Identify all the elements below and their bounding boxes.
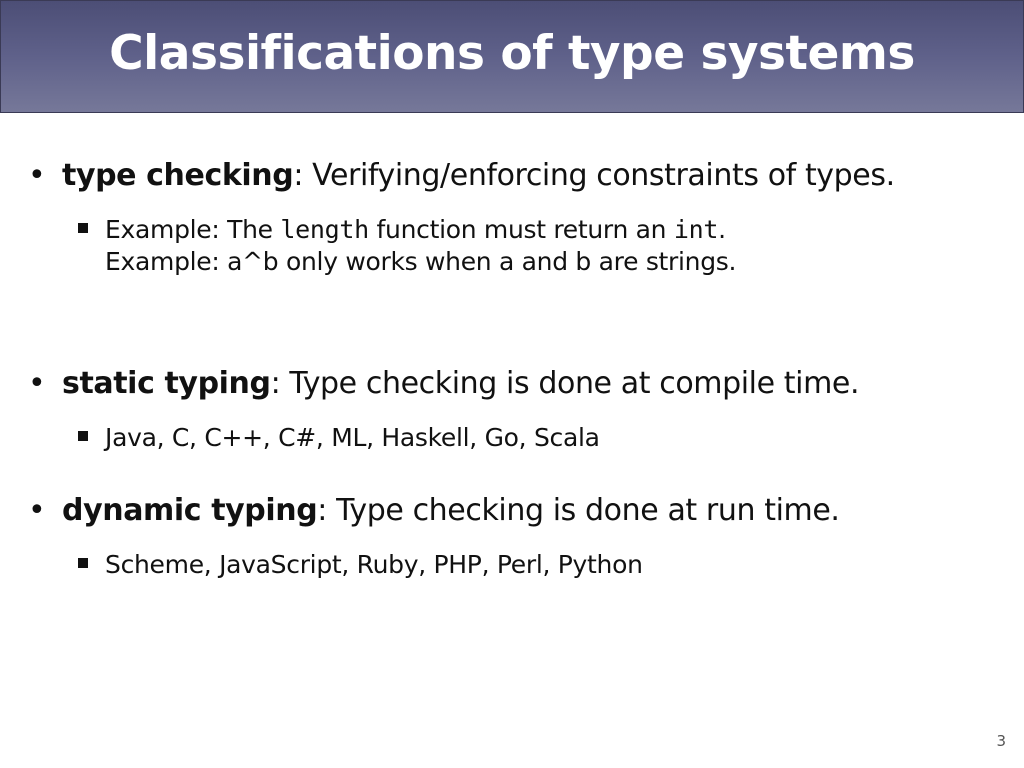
square-bullet-icon (78, 431, 88, 441)
example-prefix: Example: The (105, 215, 281, 244)
title-bar (0, 0, 1024, 113)
bullet-description: : Type checking is done at compile time. (270, 366, 860, 401)
bullet-description: : Verifying/enforcing constraints of types. (293, 158, 895, 193)
example-line-2: Example: a^b only works when a and b are strings. (105, 247, 737, 276)
example-suffix: . (718, 215, 726, 244)
dynamic-languages-list: Scheme, JavaScript, Ruby, PHP, Perl, Python (105, 550, 643, 579)
static-languages-list: Java, C, C++, C#, ML, Haskell, Go, Scala (105, 423, 600, 452)
bullet-static-typing (28, 366, 859, 402)
sub-bullet-type-checking-examples (78, 214, 736, 278)
bullet-type-checking (28, 158, 895, 194)
bullet-dot-icon: • (28, 366, 46, 401)
bullet-term: static typing (62, 366, 271, 401)
slide-title: Classifications of type systems (109, 26, 915, 81)
bullet-dot-icon: • (28, 158, 46, 193)
example-middle: function must return an (368, 215, 674, 244)
sub-bullet-static-languages (78, 422, 600, 454)
square-bullet-icon (78, 558, 88, 568)
bullet-description: : Type checking is done at run time. (317, 493, 840, 528)
page-number: 3 (996, 732, 1006, 750)
bullet-term: type checking (62, 158, 294, 193)
code-length: length (280, 215, 369, 244)
bullet-dynamic-typing (28, 493, 840, 529)
bullet-dot-icon: • (28, 493, 46, 528)
square-bullet-icon (78, 223, 88, 233)
sub-bullet-dynamic-languages (78, 549, 643, 581)
bullet-term: dynamic typing (62, 493, 318, 528)
code-int: int (673, 215, 719, 244)
